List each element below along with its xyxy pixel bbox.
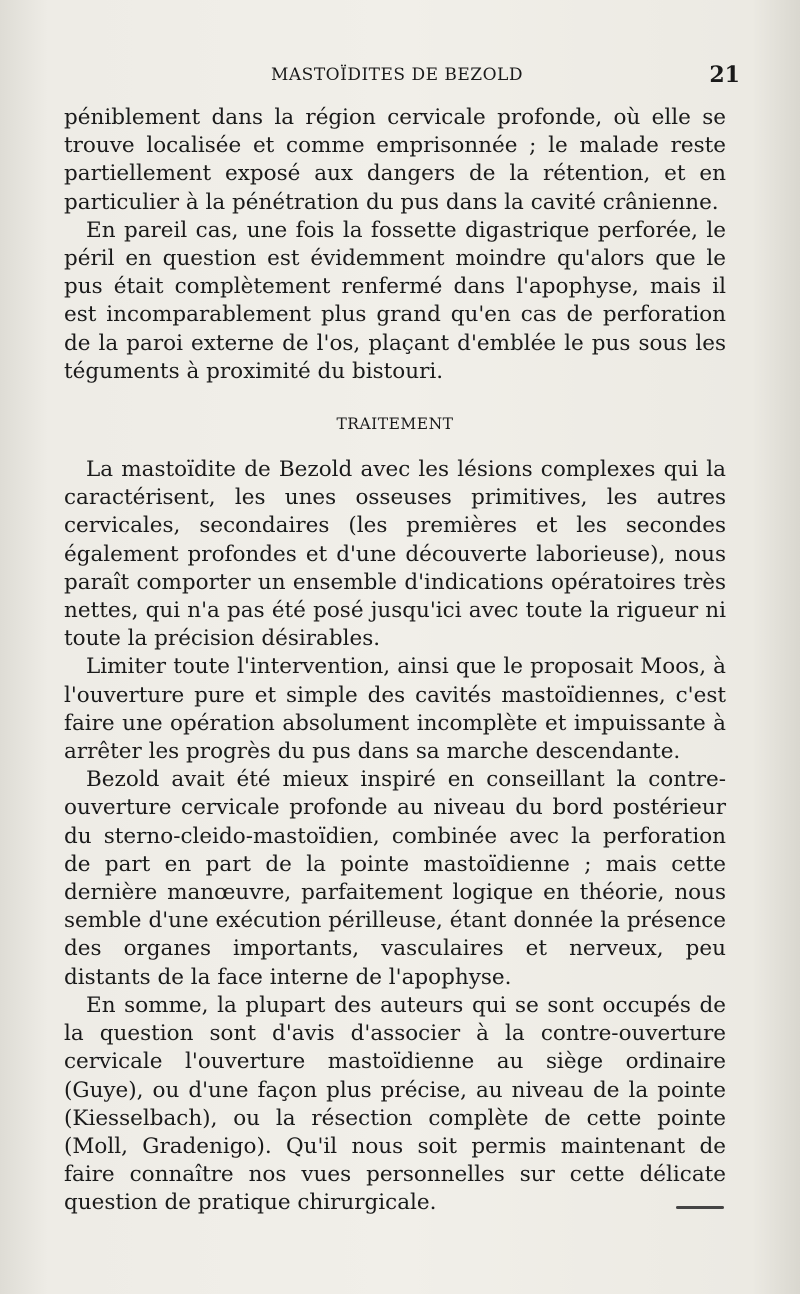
running-title: MASTOÏDITES DE BEZOLD (271, 65, 523, 85)
paragraph-6: En somme, la plupart des auteurs qui se sont occupés de la question sont d'avis d'associer à la contre-ouverture cervicale l'ouverture mastoïdienne au siège ordinaire (Guye), ou d'une façon plus précise, au niveau de la pointe (Kiesselbach), ou la résection complète de cette pointe (Moll, Gradenigo). Qu'il nous soit permis maintenant de faire connaître nos vues personnelles sur cette délicate question de pratique chirurgicale. (64, 992, 726, 1216)
body-text (64, 104, 726, 1218)
paragraph-5: Bezold avait été mieux inspiré en conseillant la contre-ouverture cervicale profonde au niveau du bord postérieur du sterno-cleido-mastoïdien, combinée avec la perforation de part en part de la pointe mastoïdienne ; mais cette dernière manœuvre, parfaitement logique en théorie, nous semble d'une exécution périlleuse, étant donnée la présence des organes importants, vasculaires et nerveux, peu distants de la face interne de l'apophyse. (64, 767, 726, 990)
paragraph-3: La mastoïdite de Bezold avec les lésions complexes qui la caractérisent, les unes osseuses primitives, les autres cervicales, secondaires (les premières et les secondes également profondes et d'une découverte laborieuse), nous paraît comporter un ensemble d'indications opératoires très nettes, qui n'a pas été posé jusqu'ici avec toute la rigueur ni toute la précision désirables. (64, 457, 726, 652)
running-head (62, 60, 740, 90)
footer-rule (676, 1206, 724, 1209)
paragraph-4: Limiter toute l'intervention, ainsi que le proposait Moos, à l'ouverture pure et simple des cavités mastoïdiennes, c'est faire une opération absolument incomplète et impuissante à arrêter les progrès du pus dans sa marche descendante. (64, 654, 726, 765)
section-heading: TRAITEMENT (336, 415, 454, 434)
paragraph-1: péniblement dans la région cervicale profonde, où elle se trouve localisée et comme emprisonnée ; le malade reste partiellement exposé aux dangers de la rétention, et en particulier à la pénétration du pus dans la cavité crânienne. (64, 105, 726, 215)
page-number: 21 (709, 62, 740, 88)
paragraph-2: En pareil cas, une fois la fossette digastrique perforée, le péril en question est évidemment moindre qu'alors que le pus était complètement renfermé dans l'apophyse, mais il est incomparablement plus grand qu'en cas de perforation de la paroi externe de l'os, plaçant d'emblée le pus sous les téguments à proximité du bistouri. (64, 217, 726, 384)
